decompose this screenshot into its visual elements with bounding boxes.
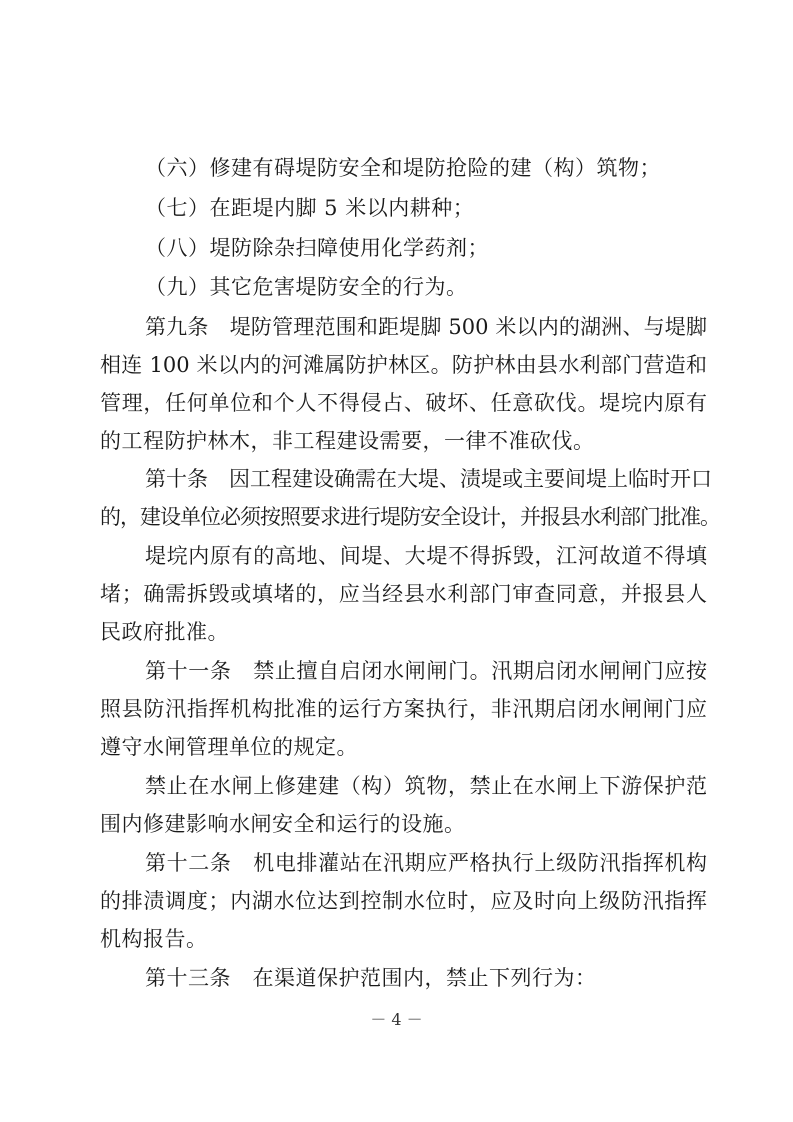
page-number: － 4 － <box>370 1010 423 1029</box>
article-11-line-3: 遵守水闸管理单位的规定。 <box>100 735 358 759</box>
article-12-line-1: 第十二条 机电排灌站在汛期应严格执行上级防汛指挥机构 <box>145 851 707 875</box>
article-9-line-2: 相连 100 米以内的河滩属防护林区。防护林由县水利部门营造和 <box>100 353 707 377</box>
article-11-para-2-line-2: 围内修建影响水闸安全和运行的设施。 <box>100 812 466 836</box>
article-12-line-2: 的排渍调度；内湖水位达到控制水位时，应及时向上级防汛指挥 <box>100 889 707 913</box>
article-12-line-3: 机构报告。 <box>100 927 208 951</box>
article-10-line-1: 第十条 因工程建设确需在大堤、渍堤或主要间堤上临时开口 <box>145 467 712 491</box>
article-11-line-1: 第十一条 禁止擅自启闭水闸闸门。汛期启闭水闸闸门应按 <box>145 659 707 683</box>
article-10-para-2-line-2: 堵；确需拆毁或填堵的，应当经县水利部门审查同意，并报县人 <box>100 582 707 606</box>
article-9-line-4: 的工程防护林木，非工程建设需要，一律不准砍伐。 <box>100 429 595 453</box>
article-10-line-2: 的，建设单位必须按照要求进行堤防安全设计，并报县水利部门批准。 <box>100 505 720 529</box>
article-10-para-2-line-1: 堤垸内原有的高地、间堤、大堤不得拆毁，江河故道不得填 <box>145 544 707 568</box>
article-11-para-2-line-1: 禁止在水闸上修建建（构）筑物，禁止在水闸上下游保护范 <box>145 774 707 798</box>
article-11-line-2: 照县防汛指挥机构批准的运行方案执行，非汛期启闭水闸闸门应 <box>100 697 707 721</box>
article-10-para-2-line-3: 民政府批准。 <box>100 620 229 644</box>
clause-item-8: （八）堤防除杂扫障使用化学药剂； <box>145 236 489 260</box>
clause-item-7: （七）在距堤内脚 5 米以内耕种； <box>145 196 475 220</box>
clause-item-9: （九）其它危害堤防安全的行为。 <box>145 275 468 299</box>
article-9-line-3: 管理，任何单位和个人不得侵占、破坏、任意砍伐。堤垸内原有 <box>100 391 707 415</box>
clause-item-6: （六）修建有碍堤防安全和堤防抢险的建（构）筑物； <box>145 156 661 180</box>
article-13-line-1: 第十三条 在渠道保护范围内，禁止下列行为： <box>145 966 597 990</box>
article-9-line-1: 第九条 堤防管理范围和距堤脚 500 米以内的湖洲、与堤脚 <box>145 315 707 339</box>
